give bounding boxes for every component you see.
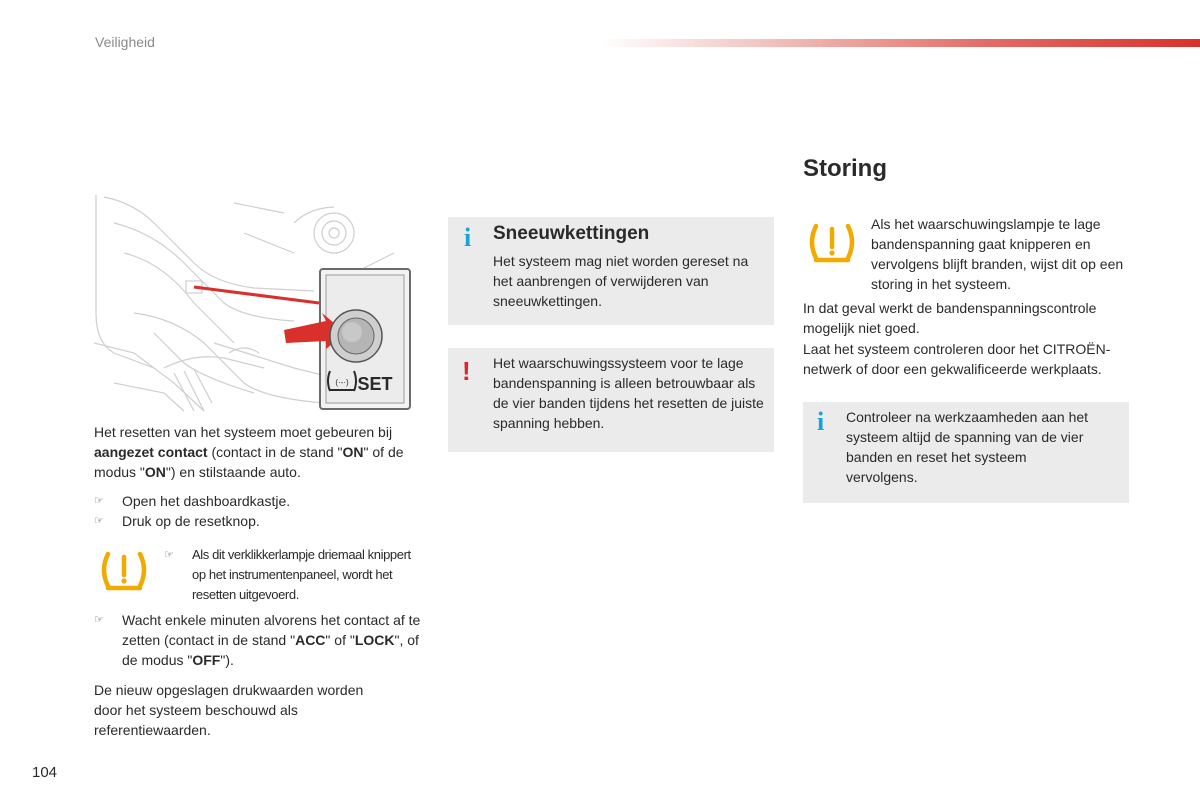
list-item xyxy=(94,511,424,531)
wait-bold-acc: ACC xyxy=(295,632,326,648)
lamp-note xyxy=(164,545,426,605)
storing-paragraph-2: Laat het systeem controleren door het CITROËN-netwerk of door een gekwalificeerde werkplaats. xyxy=(803,341,1111,377)
wait-text: "). xyxy=(220,652,234,668)
tyre-pressure-warning-icon xyxy=(98,548,150,596)
snow-chains-info-box xyxy=(448,217,774,325)
section-heading: Storing xyxy=(803,155,887,182)
step-list xyxy=(94,491,424,531)
intro-bold-contact: aangezet contact xyxy=(94,444,208,460)
header-accent-bar xyxy=(600,39,1200,47)
pointing-hand-icon: ☞ xyxy=(94,495,104,507)
pointing-hand-icon: ☞ xyxy=(164,549,174,561)
exclamation-icon: ! xyxy=(462,356,471,386)
box-text: Controleer na werkzaamheden aan het systeem altijd de spanning van de vier banden en reset het systeem vervolgens. xyxy=(846,409,1089,485)
warning-box xyxy=(448,348,774,452)
list-item xyxy=(94,610,424,670)
intro-bold-on-mode: ON xyxy=(144,464,166,480)
wait-step xyxy=(94,610,424,670)
info-icon: i xyxy=(817,407,825,436)
wait-bold-off: OFF xyxy=(192,652,221,668)
box-title: Sneeuwkettingen xyxy=(493,223,650,244)
wait-text: " of " xyxy=(325,632,355,648)
set-button-label: SET xyxy=(357,374,393,394)
reset-intro xyxy=(94,422,424,482)
storing-info-box xyxy=(803,402,1129,503)
intro-text: Het resetten van het systeem moet gebeuren bij xyxy=(94,424,393,440)
box-text: Het systeem mag niet worden gereset na het aanbrengen of verwijderen van sneeuwkettingen. xyxy=(493,253,749,309)
intro-text: " of de modus " xyxy=(94,444,404,480)
wait-bold-lock: LOCK xyxy=(354,632,395,648)
wait-text: ", of de modus " xyxy=(122,632,419,668)
page-number: 104 xyxy=(32,764,58,781)
pointing-hand-icon: ☞ xyxy=(94,614,104,626)
tyre-pressure-warning-icon xyxy=(806,220,858,268)
glovebox-drawing xyxy=(94,193,412,412)
lamp-note-text: Als dit verklikkerlampje driemaal knippert op het instrumentenpaneel, wordt het resetten uitgevoerd. xyxy=(192,547,411,602)
box-text: Het waarschuwingssysteem voor te lage bandenspanning is alleen betrouwbaar als de vier banden tijdens het resetten de juiste spanning hebben. xyxy=(493,355,764,431)
step-text: Open het dashboardkastje. xyxy=(122,493,291,509)
svg-text:(·-·): (·-·) xyxy=(335,378,349,387)
list-item xyxy=(94,491,424,511)
list-item xyxy=(164,545,426,605)
closing-paragraph: De nieuw opgeslagen drukwaarden worden door het systeem beschouwd als referentiewaarden. xyxy=(94,682,364,738)
intro-text: (contact in de stand " xyxy=(207,444,343,460)
storing-paragraph-1: In dat geval werkt de bandenspanningscontrole mogelijk niet goed. xyxy=(803,300,1097,336)
lamp-text: Als het waarschuwingslampje te lage bandenspanning gaat knipperen en vervolgens blijft branden, wijst dit op een storing in het systeem. xyxy=(871,216,1124,292)
info-icon: i xyxy=(464,223,472,252)
intro-text: ") en stilstaande auto. xyxy=(165,464,301,480)
reset-button-illustration xyxy=(94,193,412,412)
pointing-hand-icon: ☞ xyxy=(94,515,104,527)
wait-text: Wacht enkele minuten alvorens het contact af te zetten (contact in de stand " xyxy=(122,612,421,648)
wait-step-text xyxy=(122,610,424,670)
intro-bold-on: ON xyxy=(342,444,364,460)
step-text: Druk op de resetknop. xyxy=(122,513,260,529)
section-title: Veiligheid xyxy=(95,34,155,50)
